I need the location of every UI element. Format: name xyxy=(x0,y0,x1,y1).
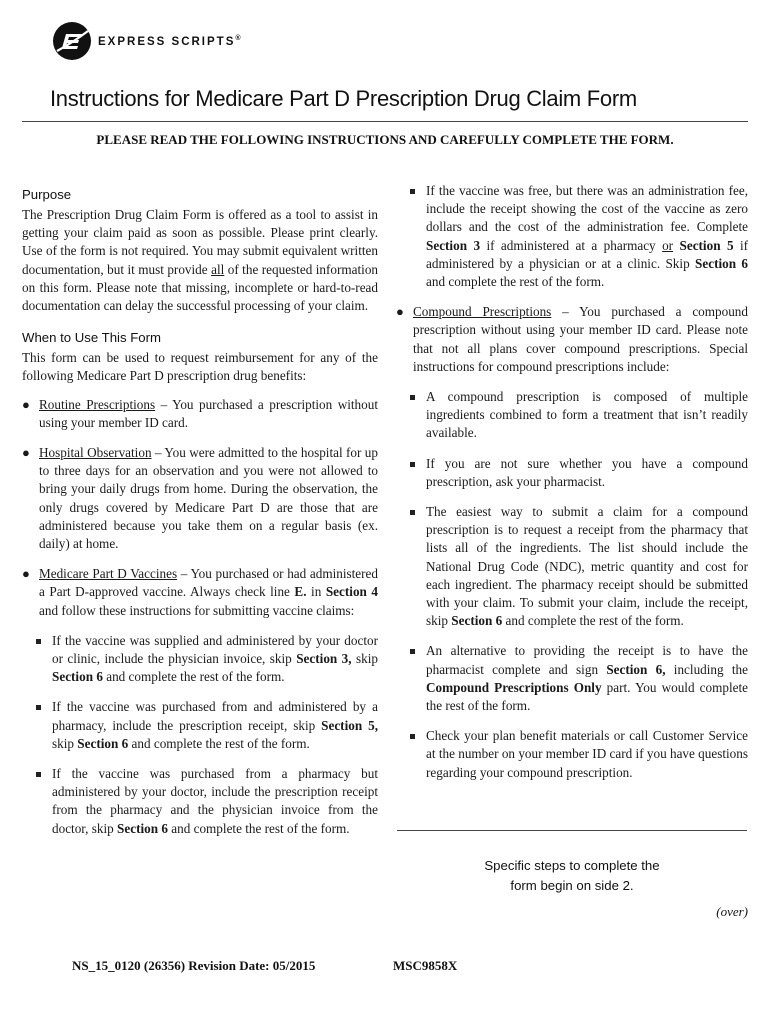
square-bullet-icon xyxy=(36,772,41,777)
compound-sub-item: The easiest way to submit a claim for a compound prescription is to request a receipt from the pharmacy that lists all of the ingredients. The list should include the National Drug Code (NDC), metric quantity and cost for each ingredient. The pharmacy receipt should be submitted with your claim. To submit your claim, include the receipt, skip Section 6 and complete the rest of the form. xyxy=(396,503,748,630)
steps-note: Specific steps to complete the form begin on side 2. xyxy=(484,858,660,893)
bullet-vaccines: ● Medicare Part D Vaccines – You purchased or had administered a Part D-approved vaccine. Always check line E. in Section 4 and follow these instructions for submitting vaccine claims: xyxy=(22,566,378,618)
header xyxy=(52,18,243,64)
square-bullet-icon xyxy=(410,734,415,739)
vaccine-sub-item: If the vaccine was purchased from a pharmacy but administered by your doctor, include the prescription receipt from the pharmacy and the physician invoice from the doctor, skip Section 6 and complete the rest of the form. xyxy=(22,765,378,838)
title-divider xyxy=(22,121,748,122)
brand-name: EXPRESS SCRIPTS® xyxy=(98,34,243,48)
page-title: Instructions for Medicare Part D Prescription Drug Claim Form xyxy=(50,86,637,111)
bullet-dot-icon: ● xyxy=(22,566,30,582)
bullet-dot-icon: ● xyxy=(396,304,404,320)
compound-sub-item: If you are not sure whether you have a compound prescription, ask your pharmacist. xyxy=(396,455,748,491)
square-bullet-icon xyxy=(36,705,41,710)
when-intro: This form can be used to request reimbursement for any of the following Medicare Part D prescription drug benefits: xyxy=(22,350,378,384)
purpose-heading: Purpose xyxy=(22,187,72,202)
bullet-routine: ● Routine Prescriptions – You purchased a prescription without using your member ID card. xyxy=(22,396,378,430)
footer-code: MSC9858X xyxy=(393,958,458,973)
square-bullet-icon xyxy=(410,649,415,654)
compound-sub-item: Check your plan benefit materials or call Customer Service at the number on your member ID card if you have questions regarding your compound prescription. xyxy=(396,727,748,782)
bullet-dot-icon: ● xyxy=(22,396,30,412)
square-bullet-icon xyxy=(410,510,415,515)
footer-revision: NS_15_0120 (26356) Revision Date: 05/2015 xyxy=(72,958,316,973)
compound-sub-item: An alternative to providing the receipt is to have the pharmacist complete and sign Section 6, including the Compound Prescriptions Only part. You would complete the rest of the form. xyxy=(396,642,748,715)
when-heading: When to Use This Form xyxy=(22,330,161,346)
bullet-hospital: ● Hospital Observation – You were admitted to the hospital for up to three days for an observation and you were not allowed to bring your daily drugs from home. During the observation, the only drugs covered by Medicare Part D are those that are administered because you take them on a regular basis (ex. daily) at home. xyxy=(22,445,378,552)
left-column xyxy=(22,184,378,850)
square-bullet-icon xyxy=(410,189,415,194)
over-note: (over) xyxy=(716,904,748,919)
square-bullet-icon xyxy=(410,395,415,400)
vaccine-sub-item: If the vaccine was purchased from and administered by a pharmacy, include the prescription receipt, skip Section 5, skip Section 6 and complete the rest of the form. xyxy=(22,698,378,753)
vaccine-sub-item: If the vaccine was free, but there was an administration fee, include the receipt showing the cost of the vaccine as zero dollars and the cost of the administration fee. Complete Section 3 if administered at a pharmacy or Section 5 if administered by a physician or at a clinic. Skip Section 6 and complete the rest of the form. xyxy=(396,182,748,291)
vaccine-sub-item: If the vaccine was supplied and administered by your doctor or clinic, include the physician invoice, skip Section 3, skip Section 6 and complete the rest of the form. xyxy=(22,632,378,687)
subtitle: PLEASE READ THE FOLLOWING INSTRUCTIONS AND CAREFULLY COMPLETE THE FORM. xyxy=(96,132,674,147)
square-bullet-icon xyxy=(410,462,415,467)
bullet-compound: ● Compound Prescriptions – You purchased a compound prescription without using your member ID card. Please note that not all plans cover compound prescriptions. Special instructions for compound prescriptions include: xyxy=(396,304,748,374)
steps-divider xyxy=(397,830,747,831)
express-scripts-logo-icon xyxy=(52,21,92,61)
compound-sub-item: A compound prescription is composed of multiple ingredients combined to form a treatment that isn’t readily available. xyxy=(396,388,748,443)
square-bullet-icon xyxy=(36,639,41,644)
bullet-dot-icon: ● xyxy=(22,445,30,461)
right-column xyxy=(396,182,748,794)
purpose-text: The Prescription Drug Claim Form is offered as a tool to assist in getting your claim paid as soon as possible. Please print clearly. Use of the form is not required. You may submit equivalent written documentation, but it must provide all of the requested information on this form. Please note that missing, incomplete or hard-to-read documentation can delay the successful processing of your claim. xyxy=(22,207,379,314)
